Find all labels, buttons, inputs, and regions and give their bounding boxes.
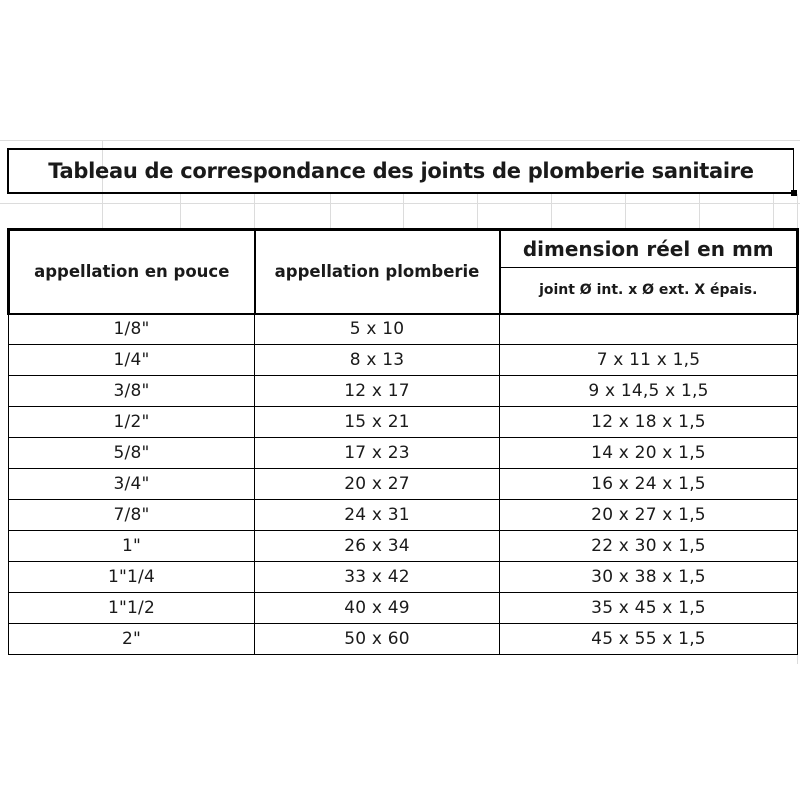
cell-dimension[interactable]: 9 x 14,5 x 1,5 [500, 376, 798, 407]
cell-inch[interactable]: 7/8" [9, 500, 255, 531]
grid-line [403, 194, 404, 228]
header-dimension[interactable]: dimension réel en mm [500, 230, 798, 268]
grid-line [0, 203, 800, 204]
grid-line [625, 194, 626, 228]
cell-dimension[interactable]: 7 x 11 x 1,5 [500, 345, 798, 376]
cell-plumbing[interactable]: 40 x 49 [255, 593, 500, 624]
table-row [9, 438, 798, 469]
cell-dimension[interactable]: 35 x 45 x 1,5 [500, 593, 798, 624]
table-row [9, 345, 798, 376]
cell-inch[interactable]: 3/8" [9, 376, 255, 407]
cell-inch[interactable]: 1/2" [9, 407, 255, 438]
cell-plumbing[interactable]: 33 x 42 [255, 562, 500, 593]
grid-line [551, 194, 552, 228]
cell-inch[interactable]: 1" [9, 531, 255, 562]
cell-inch[interactable]: 3/4" [9, 469, 255, 500]
table-row [9, 469, 798, 500]
table-row [9, 593, 798, 624]
table-title-cell[interactable] [7, 148, 794, 194]
cell-plumbing[interactable]: 50 x 60 [255, 624, 500, 655]
table-row [9, 376, 798, 407]
cell-plumbing[interactable]: 17 x 23 [255, 438, 500, 469]
cell-dimension[interactable]: 30 x 38 x 1,5 [500, 562, 798, 593]
grid-line [773, 194, 774, 228]
cell-plumbing[interactable]: 12 x 17 [255, 376, 500, 407]
cell-plumbing[interactable]: 8 x 13 [255, 345, 500, 376]
cell-plumbing[interactable]: 26 x 34 [255, 531, 500, 562]
cell-dimension[interactable]: 20 x 27 x 1,5 [500, 500, 798, 531]
cell-plumbing[interactable]: 20 x 27 [255, 469, 500, 500]
cell-inch[interactable]: 5/8" [9, 438, 255, 469]
grid-line [330, 194, 331, 228]
grid-line [699, 194, 700, 228]
grid-line [477, 194, 478, 228]
cell-inch[interactable]: 1/4" [9, 345, 255, 376]
cell-plumbing[interactable]: 15 x 21 [255, 407, 500, 438]
table-row [9, 562, 798, 593]
table-row [9, 314, 798, 345]
cell-dimension[interactable]: 45 x 55 x 1,5 [500, 624, 798, 655]
table-row [9, 624, 798, 655]
header-inch[interactable]: appellation en pouce [9, 230, 255, 314]
header-plumbing[interactable]: appellation plomberie [255, 230, 500, 314]
cell-dimension[interactable]: 16 x 24 x 1,5 [500, 469, 798, 500]
cell-fill-handle[interactable] [791, 190, 797, 196]
cell-dimension[interactable] [500, 314, 798, 345]
table-row [9, 500, 798, 531]
correspondence-table [7, 228, 799, 655]
grid-line [254, 194, 255, 228]
table-title: Tableau de correspondance des joints de plomberie sanitaire [48, 159, 754, 183]
header-dimension-sub[interactable]: joint Ø int. x Ø ext. X épais. [500, 268, 798, 314]
cell-inch[interactable]: 2" [9, 624, 255, 655]
grid-line [0, 140, 800, 141]
cell-dimension[interactable]: 22 x 30 x 1,5 [500, 531, 798, 562]
grid-line [180, 194, 181, 228]
cell-dimension[interactable]: 12 x 18 x 1,5 [500, 407, 798, 438]
table-row [9, 407, 798, 438]
cell-dimension[interactable]: 14 x 20 x 1,5 [500, 438, 798, 469]
cell-inch[interactable]: 1"1/2 [9, 593, 255, 624]
table-row [9, 531, 798, 562]
cell-inch[interactable]: 1"1/4 [9, 562, 255, 593]
cell-inch[interactable]: 1/8" [9, 314, 255, 345]
cell-plumbing[interactable]: 5 x 10 [255, 314, 500, 345]
cell-plumbing[interactable]: 24 x 31 [255, 500, 500, 531]
